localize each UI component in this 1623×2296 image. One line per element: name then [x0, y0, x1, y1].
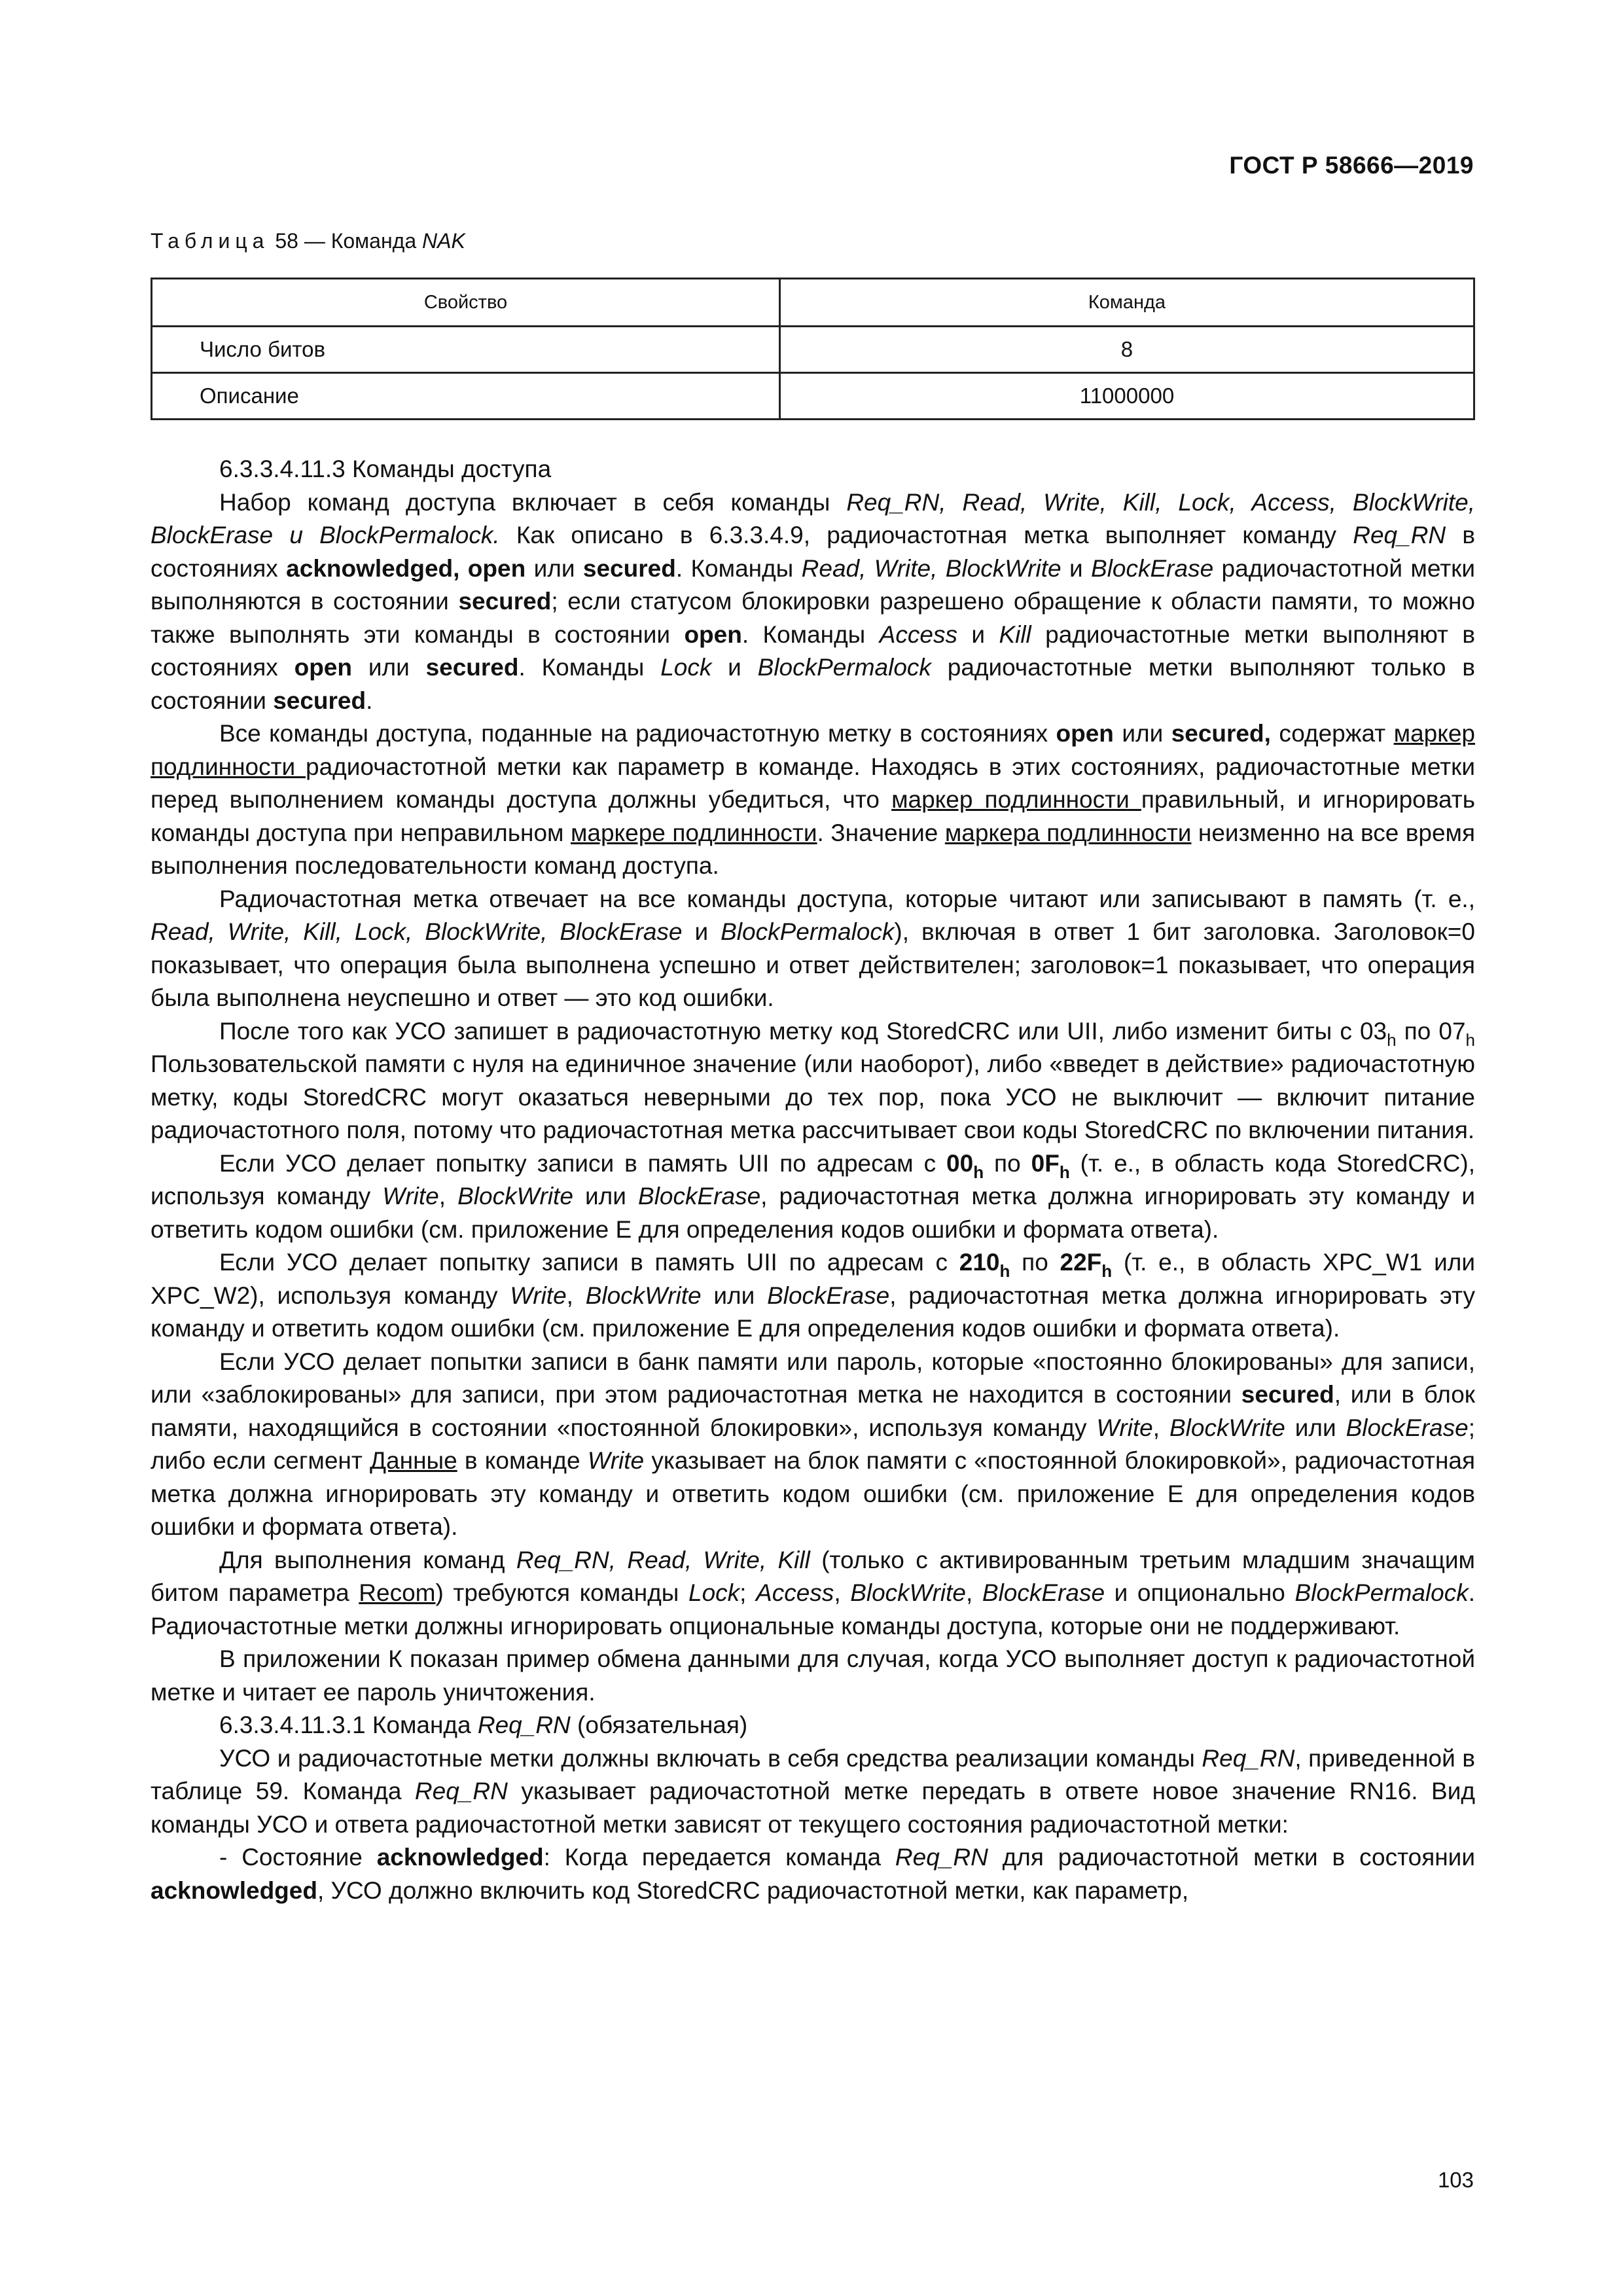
paragraph: Для выполнения команд Req_RN, Read, Write, Kill (только с активированным третьим младшим значащим битом параметра Recom) требуются команды Lock; Access, BlockWrite, BlockErase и опционально BlockPermalock. Радиочастотные метки должны игнорировать опциональные команды доступа, которые они не поддерживают.: [151, 1546, 1476, 1640]
paragraph: В приложении К показан пример обмена данными для случая, когда УСО выполняет доступ к радиочастотной метке и читает ее пароль уничтожения.: [151, 1645, 1475, 1706]
paragraph: Если УСО делает попытку записи в память UII по адресам с $210_h$ по $22F_h$ (т. е., в область XPC_W1 или XPC_W2), используя команду Write, BlockWrite или BlockErase, радиочастотная метка должна игнорировать эту команду и ответить кодом ошибки (см. приложение Е для определения кодов ошибки и формата ответа).: [151, 1249, 1476, 1342]
header-command: Команда: [779, 279, 1474, 327]
paragraph: Если УСО делает попытки записи в банк памяти или пароль, которые «постоянно блокированы» для записи, или «заблокированы» для записи, при этом радиочастотная метка не находится в состоянии secured, или в блок памяти, находящийся в состоянии «постоянной блокировки», используя команду Write, BlockWrite или BlockErase; либо если сегмент Данные в команде Write указывает на блок памяти с «постоянной блокировкой», радиочастотная метка должна игнорировать эту команду и ответить кодом ошибки (см. приложение Е для определения кодов ошибки и формата ответа).: [151, 1348, 1476, 1540]
table-caption: [151, 229, 465, 253]
paragraph: Все команды доступа, поданные на радиочастотную метку в состояниях open или secured, содержат маркер подлинности радиочастотной метки как параметр в команде. Находясь в этих состояниях, радиочастотные метки перед выполнением команды доступа должны убедиться, что маркер подлинности правильный, и игнорировать команды доступа при неправильном маркере подлинности. Значение маркера подлинности неизменно на все время выполнения последовательности команд доступа.: [151, 720, 1476, 879]
table-row: [152, 327, 1474, 373]
paragraph: - Состояние acknowledged: Когда передается команда Req_RN для радиочастотной метки в состоянии acknowledged, УСО должно включить код StoredCRC радиочастотной метки, как параметр,: [151, 1844, 1475, 1904]
caption-lead: Таблица: [151, 229, 270, 253]
paragraph: Набор команд доступа включает в себя команды Req_RN, Read, Write, Kill, Lock, Access, BlockWrite, BlockErase и BlockPermalock. Как описано в 6.3.3.4.9, радиочастотная метка выполняет команду Req_RN в состояниях acknowledged, open или secured. Команды Read, Write, BlockWrite и BlockErase радиочастотной метки выполняются в состоянии secured; если статусом блокировки разрешено обращение к области памяти, то можно также выполнять эти команды в состоянии open. Команды Access и Kill радиочастотные метки выполняют в состояниях open или secured. Команды Lock и BlockPermalock радиочастотные метки выполняют только в состоянии secured.: [151, 488, 1476, 714]
page-number: 103: [1437, 2168, 1474, 2192]
table-cell: 11000000: [779, 373, 1474, 420]
nak-command-table: [151, 278, 1475, 420]
table-cell: Число битов: [152, 327, 780, 373]
section-heading: 6.3.3.4.11.3 Команды доступа: [219, 456, 552, 482]
paragraph: После того как УСО запишет в радиочастотную метку код StoredCRC или UII, либо изменит биты с $03_h$ по $07_h$ Пользовательской памяти с нуля на единичное значение (или наоборот), либо «введет в действие» радиочастотную метку, коды StoredCRC могут оказаться неверными до тех пор, пока УСО не выключит — включит питание радиочастотного поля, потому что радиочастотная метка рассчитывает свои коды StoredCRC по включении питания.: [151, 1017, 1475, 1143]
paragraph: УСО и радиочастотные метки должны включать в себя средства реализации команды Req_RN, приведенной в таблице 59. Команда Req_RN указывает радиочастотной метке передать в ответе новое значение RN16. Вид команды УСО и ответа радиочастотной метки зависят от текущего состояния радиочастотной метки:: [151, 1744, 1475, 1838]
table-header-row: [152, 279, 1474, 327]
caption-italic: NAK: [422, 229, 465, 253]
body-text: [151, 453, 1475, 1907]
header-property: Свойство: [152, 279, 780, 327]
caption-text: 58 — Команда: [269, 229, 422, 253]
paragraph: Если УСО делает попытку записи в память UII по адресам с $00_h$ по $0F_h$ (т. е., в область кода StoredCRC), используя команду Write, BlockWrite или BlockErase, радиочастотная метка должна игнорировать эту команду и ответить кодом ошибки (см. приложение Е для определения кодов ошибки и формата ответа).: [151, 1149, 1476, 1243]
subsection-heading: 6.3.3.4.11.3.1 Команда Req_RN (обязательная): [219, 1712, 748, 1738]
paragraph: Радиочастотная метка отвечает на все команды доступа, которые читают или записывают в память (т. е., Read, Write, Kill, Lock, BlockWrite, BlockErase и BlockPermalock), включая в ответ 1 бит заголовка. Заголовок=0 показывает, что операция была выполнена успешно и ответ действителен; заголовок=1 показывает, что операция была выполнена неуспешно и ответ — это код ошибки.: [151, 885, 1475, 1011]
document-code: ГОСТ Р 58666—2019: [1229, 152, 1474, 179]
table-cell: Описание: [152, 373, 780, 420]
table-cell: 8: [779, 327, 1474, 373]
table-row: [152, 373, 1474, 420]
